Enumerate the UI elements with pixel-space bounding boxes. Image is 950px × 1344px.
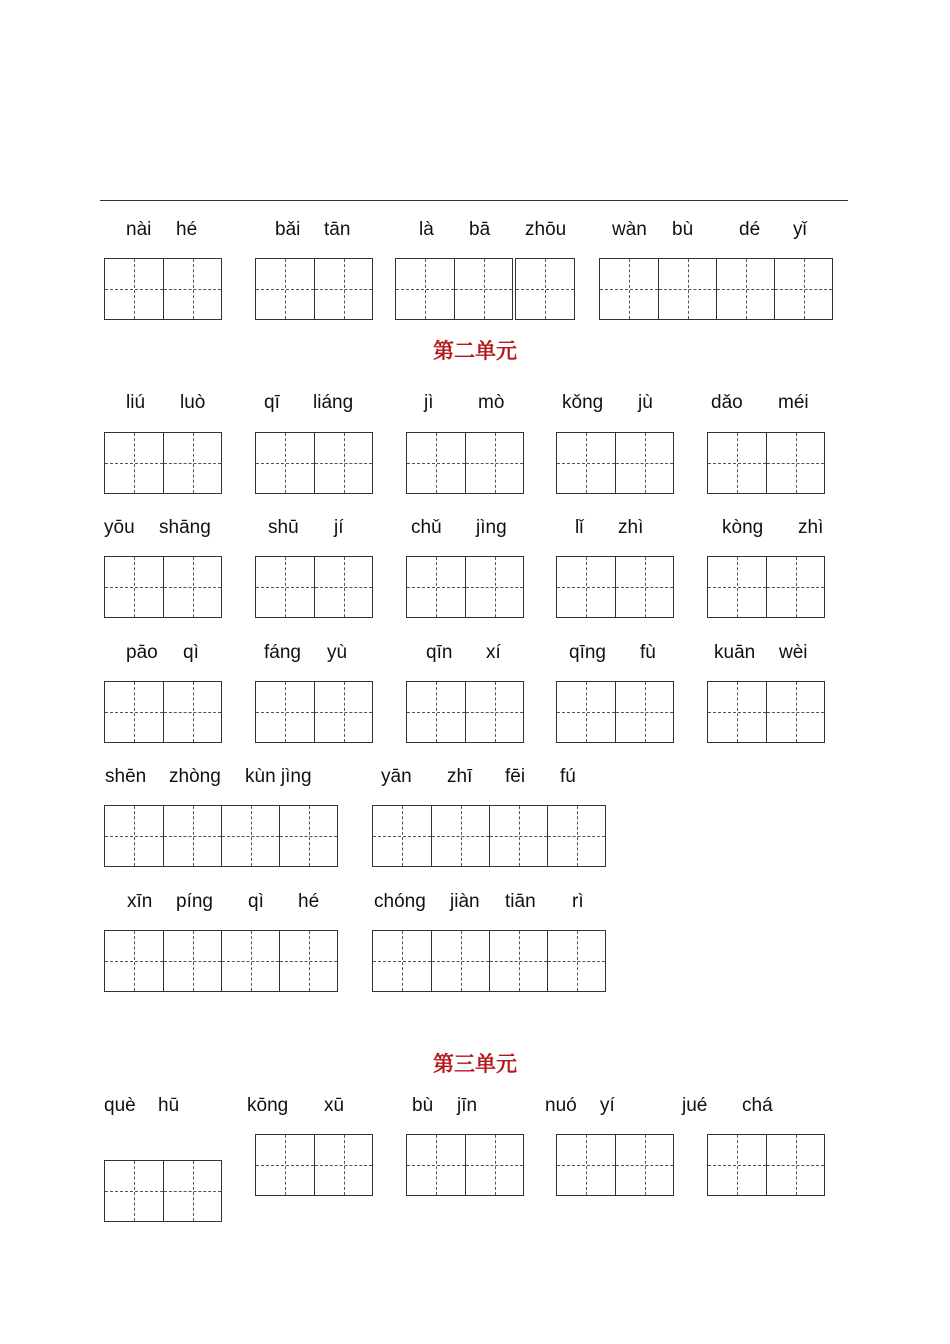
writing-grid[interactable] (104, 1160, 222, 1222)
top-rule (100, 200, 848, 201)
writing-cell[interactable] (314, 433, 372, 493)
writing-grid[interactable] (707, 432, 825, 494)
writing-cell[interactable] (766, 557, 824, 617)
writing-cell[interactable] (516, 259, 574, 319)
pinyin: fù (640, 642, 656, 663)
pinyin: hé (298, 891, 320, 912)
pinyin: qī (264, 392, 280, 413)
pinyin: xí (486, 642, 501, 663)
writing-cell[interactable] (105, 259, 163, 319)
writing-grid[interactable] (104, 258, 222, 320)
writing-cell[interactable] (373, 806, 431, 866)
writing-cell[interactable] (766, 433, 824, 493)
writing-cell[interactable] (221, 806, 279, 866)
writing-cell[interactable] (547, 806, 605, 866)
unit-heading: 第二单元 (433, 339, 517, 363)
pinyin: píng (176, 891, 213, 912)
writing-grid[interactable] (255, 258, 373, 320)
writing-cell[interactable] (105, 682, 163, 742)
writing-cell[interactable] (256, 259, 314, 319)
writing-grid[interactable] (104, 556, 222, 618)
pinyin: jì (424, 392, 434, 413)
pinyin: fáng (264, 642, 301, 663)
pinyin: rì (572, 891, 584, 912)
writing-cell[interactable] (314, 557, 372, 617)
writing-cell[interactable] (256, 682, 314, 742)
pinyin: fú (560, 766, 576, 787)
pinyin: zhōu (525, 219, 567, 240)
writing-grid[interactable] (255, 1134, 373, 1196)
pinyin: kuān (714, 642, 756, 663)
pinyin: dǎo (711, 392, 743, 413)
writing-cell[interactable] (774, 259, 832, 319)
writing-cell[interactable] (716, 259, 774, 319)
writing-cell[interactable] (373, 931, 431, 991)
pinyin: pāo (126, 642, 158, 663)
pinyin: zhì (618, 517, 644, 538)
writing-grid[interactable] (406, 432, 524, 494)
writing-grid[interactable] (255, 556, 373, 618)
writing-cell[interactable] (547, 931, 605, 991)
pinyin: shāng (159, 517, 211, 538)
writing-cell[interactable] (105, 931, 163, 991)
writing-cell[interactable] (105, 806, 163, 866)
pinyin: liú (126, 392, 146, 413)
writing-cell[interactable] (407, 682, 465, 742)
writing-grid[interactable] (556, 556, 674, 618)
writing-grid[interactable] (707, 556, 825, 618)
writing-cell[interactable] (658, 259, 716, 319)
pinyin: wèi (779, 642, 808, 663)
pinyin: mò (478, 392, 505, 413)
pinyin: hū (158, 1095, 180, 1116)
pinyin: zhī (447, 766, 473, 787)
writing-cell[interactable] (314, 259, 372, 319)
writing-grid[interactable] (515, 258, 575, 320)
writing-cell[interactable] (163, 682, 221, 742)
pinyin: yù (327, 642, 348, 663)
writing-grid[interactable] (406, 556, 524, 618)
writing-cell[interactable] (256, 433, 314, 493)
pinyin: lǐ (575, 517, 584, 538)
pinyin: qì (248, 891, 264, 912)
pinyin: fēi (505, 766, 526, 787)
writing-cell[interactable] (489, 931, 547, 991)
writing-cell[interactable] (105, 557, 163, 617)
writing-grid[interactable] (556, 1134, 674, 1196)
pinyin: kōng (247, 1095, 289, 1116)
pinyin: chá (742, 1095, 773, 1116)
pinyin: nuó (545, 1095, 577, 1116)
pinyin: yí (600, 1095, 615, 1116)
pinyin: bù (412, 1095, 434, 1116)
pinyin: tiān (505, 891, 536, 912)
writing-cell[interactable] (454, 259, 512, 319)
writing-cell[interactable] (557, 433, 615, 493)
writing-grid[interactable] (255, 681, 373, 743)
writing-cell[interactable] (708, 1135, 766, 1195)
pinyin: tān (324, 219, 351, 240)
pinyin: nài (126, 219, 152, 240)
writing-cell[interactable] (615, 1135, 673, 1195)
writing-cell[interactable] (465, 433, 523, 493)
pinyin: shēn (105, 766, 147, 787)
pinyin: bǎi (275, 219, 301, 240)
pinyin: là (419, 219, 434, 240)
pinyin: kùn jìng (245, 766, 312, 787)
pinyin: zhì (798, 517, 824, 538)
pinyin: què (104, 1095, 136, 1116)
writing-cell[interactable] (431, 931, 489, 991)
writing-cell[interactable] (407, 1135, 465, 1195)
writing-cell[interactable] (766, 1135, 824, 1195)
writing-cell[interactable] (256, 557, 314, 617)
pinyin: jiàn (450, 891, 480, 912)
writing-cell[interactable] (465, 1135, 523, 1195)
writing-grid[interactable] (599, 258, 833, 320)
writing-cell[interactable] (615, 557, 673, 617)
writing-cell[interactable] (766, 682, 824, 742)
writing-grid[interactable] (104, 930, 338, 992)
writing-cell[interactable] (465, 682, 523, 742)
writing-grid[interactable] (707, 1134, 825, 1196)
pinyin: qì (183, 642, 199, 663)
writing-cell[interactable] (465, 557, 523, 617)
pinyin: jīn (457, 1095, 478, 1116)
writing-cell[interactable] (314, 1135, 372, 1195)
writing-grid[interactable] (395, 258, 513, 320)
writing-cell[interactable] (708, 682, 766, 742)
writing-cell[interactable] (163, 1161, 221, 1221)
writing-grid[interactable] (104, 681, 222, 743)
writing-grid[interactable] (707, 681, 825, 743)
writing-grid[interactable] (104, 432, 222, 494)
pinyin: zhòng (169, 766, 221, 787)
writing-grid[interactable] (556, 681, 674, 743)
writing-cell[interactable] (708, 433, 766, 493)
writing-grid[interactable] (104, 805, 338, 867)
pinyin: xū (324, 1095, 345, 1116)
writing-cell[interactable] (256, 1135, 314, 1195)
writing-grid[interactable] (255, 432, 373, 494)
writing-grid[interactable] (372, 930, 606, 992)
writing-cell[interactable] (163, 259, 221, 319)
writing-cell[interactable] (708, 557, 766, 617)
writing-cell[interactable] (314, 682, 372, 742)
writing-cell[interactable] (600, 259, 658, 319)
writing-cell[interactable] (557, 682, 615, 742)
pinyin: kòng (722, 517, 764, 538)
writing-grid[interactable] (406, 681, 524, 743)
pinyin: jù (638, 392, 653, 413)
unit-heading: 第三单元 (433, 1052, 517, 1076)
pinyin: luò (180, 392, 206, 413)
writing-cell[interactable] (557, 1135, 615, 1195)
writing-cell[interactable] (221, 931, 279, 991)
writing-cell[interactable] (396, 259, 454, 319)
pinyin: shū (268, 517, 299, 538)
writing-cell[interactable] (105, 1161, 163, 1221)
writing-cell[interactable] (615, 433, 673, 493)
writing-cell[interactable] (279, 806, 337, 866)
pinyin: bā (469, 219, 491, 240)
pinyin: bù (672, 219, 694, 240)
writing-cell[interactable] (279, 931, 337, 991)
writing-cell[interactable] (163, 806, 221, 866)
writing-cell[interactable] (105, 433, 163, 493)
writing-cell[interactable] (431, 806, 489, 866)
writing-grid[interactable] (556, 432, 674, 494)
pinyin: hé (176, 219, 198, 240)
pinyin: yōu (104, 517, 135, 538)
writing-cell[interactable] (557, 557, 615, 617)
writing-cell[interactable] (163, 557, 221, 617)
pinyin: kǒng (562, 392, 604, 413)
pinyin: wàn (612, 219, 647, 240)
writing-cell[interactable] (489, 806, 547, 866)
pinyin: liáng (313, 392, 354, 413)
writing-cell[interactable] (163, 433, 221, 493)
pinyin: méi (778, 392, 809, 413)
pinyin: chóng (374, 891, 426, 912)
pinyin: qīn (426, 642, 453, 663)
pinyin: dé (739, 219, 761, 240)
pinyin: qīng (569, 642, 606, 663)
writing-grid[interactable] (406, 1134, 524, 1196)
writing-cell[interactable] (615, 682, 673, 742)
writing-cell[interactable] (407, 557, 465, 617)
pinyin: jué (682, 1095, 708, 1116)
pinyin: jìng (476, 517, 507, 538)
writing-grid[interactable] (372, 805, 606, 867)
writing-cell[interactable] (407, 433, 465, 493)
writing-cell[interactable] (163, 931, 221, 991)
pinyin: xīn (127, 891, 153, 912)
pinyin: jí (334, 517, 344, 538)
pinyin: yān (381, 766, 412, 787)
pinyin: chǔ (411, 517, 442, 538)
pinyin: yǐ (793, 219, 807, 240)
